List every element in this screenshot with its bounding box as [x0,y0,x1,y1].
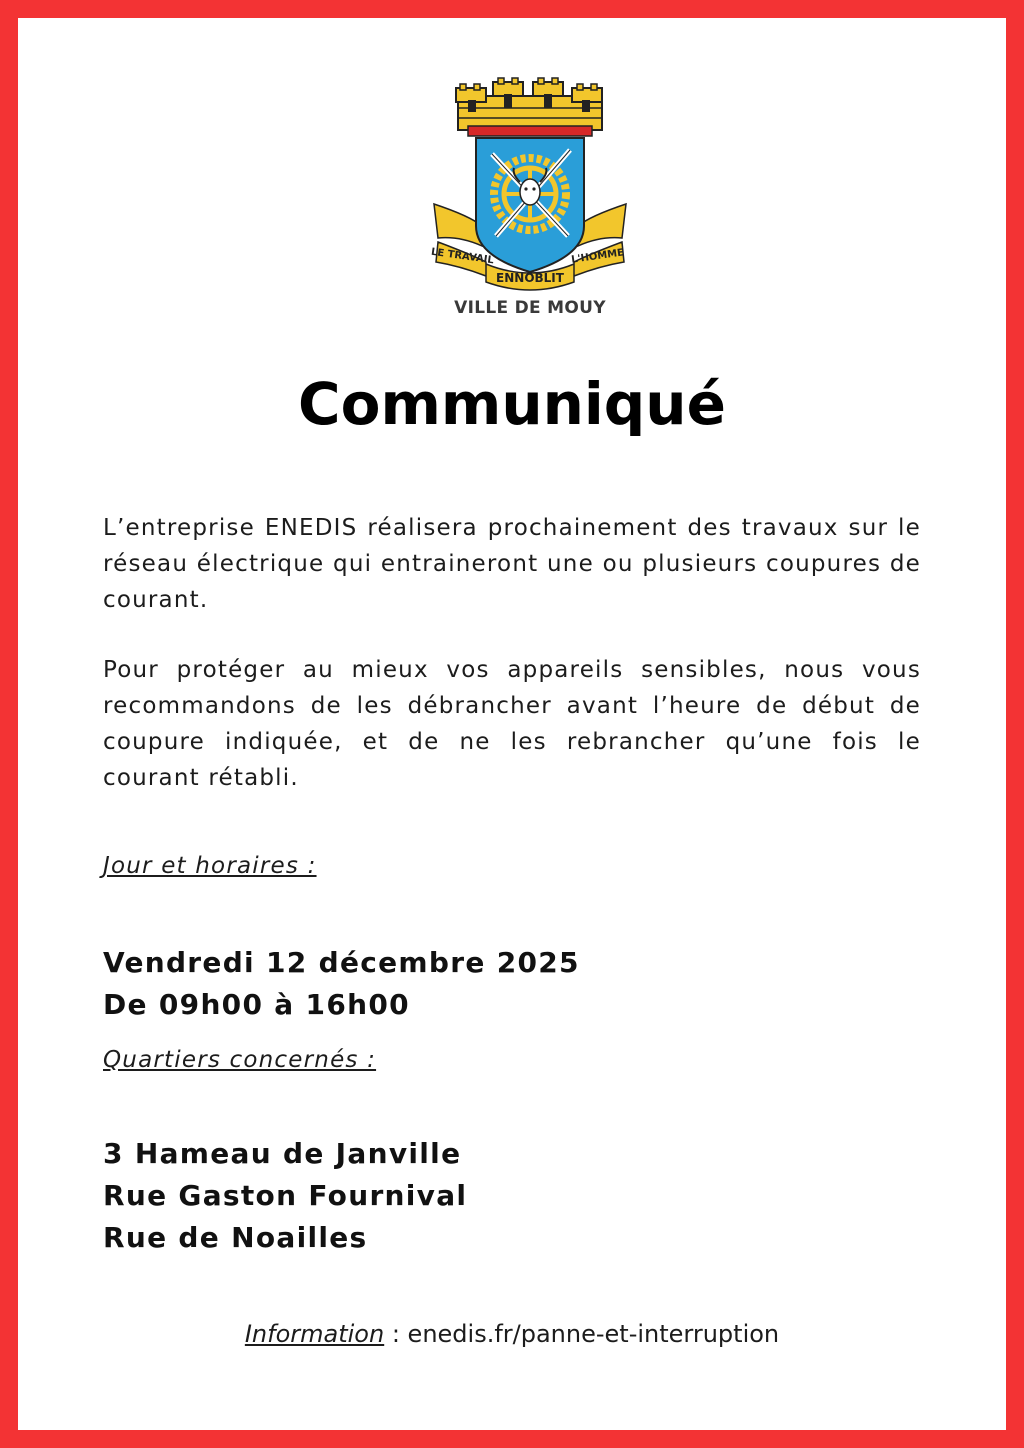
areas-label: Quartiers concernés : [103,1047,377,1073]
list-item: Rue Gaston Fournival [103,1179,468,1212]
page-title: Communiqué [298,370,726,438]
motto-center: ENNOBLIT [496,271,564,285]
information-separator: : [384,1320,408,1348]
crown-icon [456,78,602,136]
list-item: Rue de Noailles [103,1221,368,1254]
motto-left: LE TRAVAIL [430,246,495,267]
advice-paragraph: Pour protéger au mieux vos appareils sensibles, nous vous recommandons de les débrancher avant l’heure de début de coupure indiquée, et de ne les rebrancher qu’une fois le courant rétabli. [103,657,921,791]
town-name: VILLE DE MOUY [454,298,606,318]
areas-list [103,1133,467,1259]
information-line [18,1320,1006,1348]
coat-of-arms-logo [430,76,630,296]
schedule-label: Jour et horaires : [103,853,317,879]
intro-paragraph: L’entreprise ENEDIS réalisera prochainement des travaux sur le réseau électrique qui entraineront une ou plusieurs coupures de courant. [103,515,921,613]
information-link[interactable]: enedis.fr/panne-et-interruption [407,1320,780,1348]
schedule-block [103,942,580,1026]
schedule-hours: De 09h00 à 16h00 [103,988,410,1021]
information-label: Information [244,1320,385,1348]
list-item: 3 Hameau de Janville [103,1137,462,1170]
motto-right: L'HOMME [570,247,625,266]
schedule-date: Vendredi 12 décembre 2025 [103,946,580,979]
